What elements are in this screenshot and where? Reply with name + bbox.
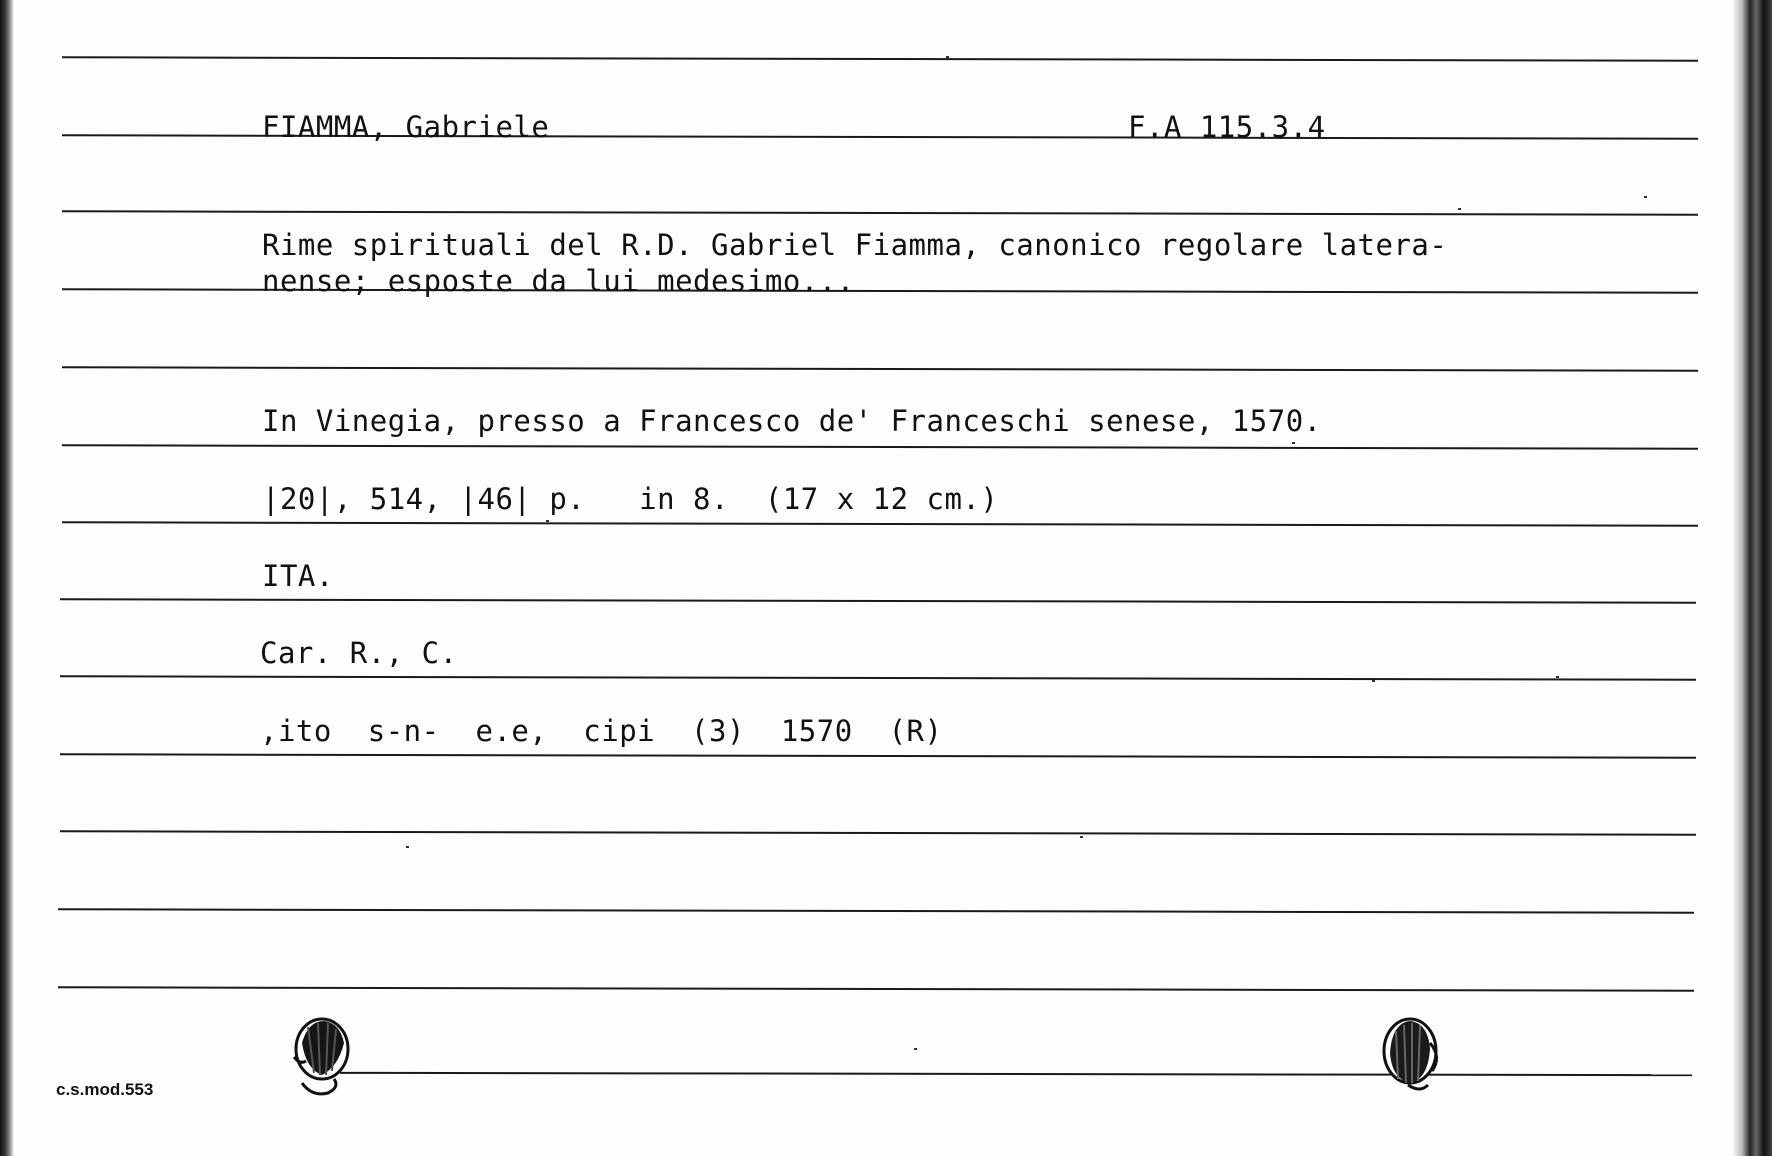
speck: [1458, 208, 1461, 210]
speck: [946, 56, 949, 58]
title-line-1: Rime spirituali del R.D. Gabriel Fiamma, canonico regolare latera-: [262, 228, 1448, 262]
speck: [1292, 442, 1295, 444]
ruled-line: [60, 830, 1696, 835]
speck: [406, 846, 409, 848]
ruled-line: [62, 366, 1698, 371]
title-line-2: nense; esposte da lui medesimo...: [262, 264, 855, 298]
ruled-line: [340, 1072, 1692, 1076]
author-heading: FIAMMA, Gabriele: [262, 110, 550, 144]
ruled-line: [60, 675, 1696, 680]
punch-hole-right-icon: [1380, 1013, 1444, 1103]
ruled-line: [58, 986, 1694, 991]
speck: [546, 520, 549, 522]
fingerprint-line: ,ito s-n- e.e, cipi (3) 1570 (R): [260, 714, 943, 748]
language-line: ITA.: [262, 559, 334, 593]
punch-hole-left-icon: [288, 1013, 352, 1103]
imprint-line: In Vinegia, presso a Francesco de' Franceschi senese, 1570.: [262, 404, 1322, 438]
speck: [914, 1048, 917, 1050]
speck: [1372, 680, 1375, 682]
form-code: c.s.mod.553: [56, 1080, 154, 1099]
speck: [1644, 196, 1647, 198]
ruled-line: [62, 210, 1698, 215]
ruled-line: [62, 444, 1698, 449]
ruled-line: [58, 908, 1694, 913]
card-left-edge: [0, 0, 14, 1156]
ruled-line: [60, 753, 1696, 758]
speck: [1556, 676, 1559, 678]
ruled-line: [62, 521, 1698, 526]
speck: [1080, 836, 1083, 838]
ruled-line: [60, 598, 1696, 603]
ruled-line: [62, 56, 1698, 61]
collation-line: |20|, 514, |46| p. in 8. (17 x 12 cm.): [262, 482, 999, 516]
card-right-edge: [1732, 0, 1772, 1156]
notes-line: Car. R., C.: [260, 636, 458, 670]
shelfmark: F.A 115.3.4: [1128, 110, 1326, 144]
